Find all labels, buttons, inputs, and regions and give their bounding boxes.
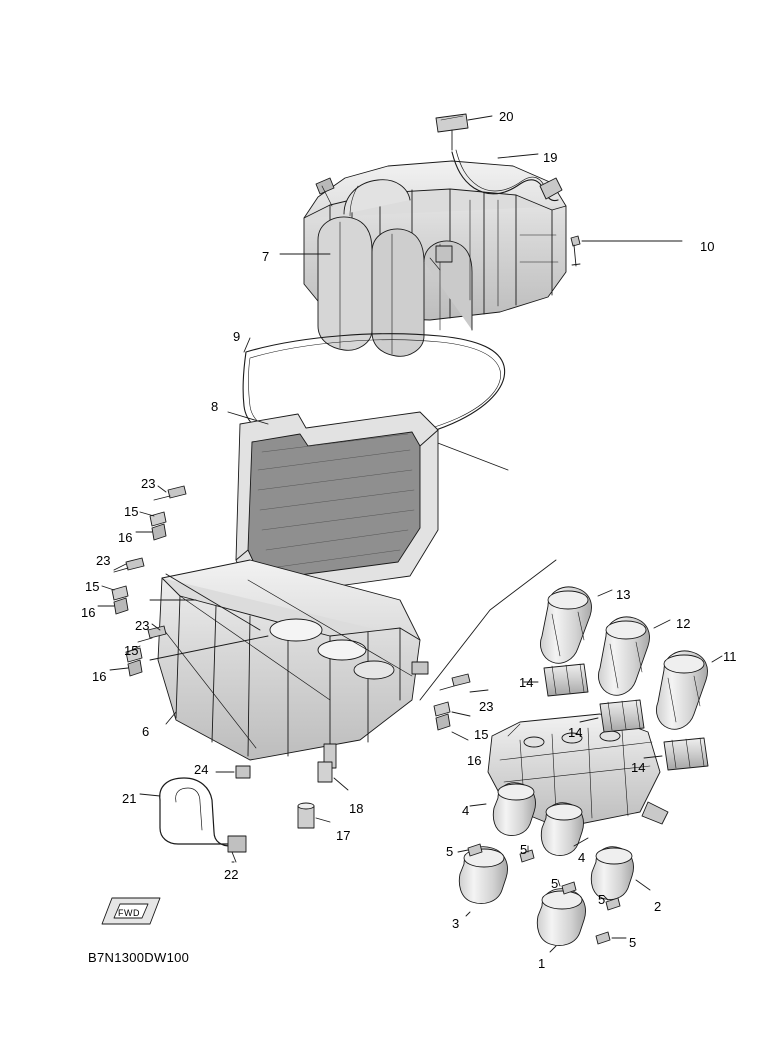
- callout-number: 16: [118, 530, 133, 545]
- callout-number: 18: [349, 801, 364, 816]
- callout-number: 14: [631, 760, 646, 775]
- callout-number: 16: [467, 753, 482, 768]
- callout-number: 16: [92, 669, 107, 684]
- callout-number: 4: [462, 803, 470, 818]
- part-18-17-tubes: [298, 762, 348, 828]
- callout-number: 15: [124, 504, 139, 519]
- callout-number: 4: [578, 850, 586, 865]
- part-20-bolt: [436, 114, 468, 150]
- callout-number: 21: [122, 791, 137, 806]
- callout-number: 24: [194, 762, 209, 777]
- callout-number: 14: [519, 675, 534, 690]
- callout-number: 15: [124, 643, 139, 658]
- callout-number: 23: [135, 618, 150, 633]
- callout-number: 10: [700, 239, 715, 254]
- callout-number: 5: [629, 935, 637, 950]
- part-21-drain-hose: [140, 766, 250, 862]
- callout-number: 5: [446, 844, 454, 859]
- callout-number: 15: [474, 727, 489, 742]
- callout-number: 7: [262, 249, 270, 264]
- callout-number: 5: [520, 842, 528, 857]
- fwd-label: FWD: [118, 908, 140, 918]
- part-4-joint: [541, 803, 588, 856]
- part-11-intake-funnel: [656, 651, 722, 729]
- part-10-bolt: [571, 236, 580, 266]
- callout-number: 5: [551, 876, 559, 891]
- callout-number: 22: [224, 867, 239, 882]
- part-12-intake-funnel: [598, 617, 670, 695]
- part-3-joint: [459, 847, 507, 916]
- callout-number: 5: [598, 892, 606, 907]
- part-4-joint: [470, 783, 536, 836]
- callout-number: 12: [676, 616, 691, 631]
- callout-number: 23: [141, 476, 156, 491]
- callout-number: 3: [452, 916, 460, 931]
- callout-number: 9: [233, 329, 241, 344]
- callout-number: 23: [96, 553, 111, 568]
- part-6-air-cleaner-case: [158, 560, 428, 776]
- callout-number: 20: [499, 109, 514, 124]
- callout-number: 23: [479, 699, 494, 714]
- part-1-joint: [537, 889, 585, 952]
- part-14-clamp: [524, 664, 588, 696]
- callout-number: 19: [543, 150, 558, 165]
- callout-number: 6: [142, 724, 150, 739]
- callout-number: 11: [723, 649, 737, 664]
- part-code-label: B7N1300DW100: [88, 950, 190, 965]
- part-7-air-cleaner-case-cover: [304, 161, 566, 356]
- callout-number: 13: [616, 587, 631, 602]
- callout-number: 14: [568, 725, 583, 740]
- callout-number: 2: [654, 899, 662, 914]
- callout-number: 1: [538, 956, 546, 971]
- callout-number: 17: [336, 828, 351, 843]
- callout-number: 16: [81, 605, 96, 620]
- part-13-intake-funnel: [540, 587, 612, 663]
- callout-number: 15: [85, 579, 100, 594]
- callout-number: 8: [211, 399, 219, 414]
